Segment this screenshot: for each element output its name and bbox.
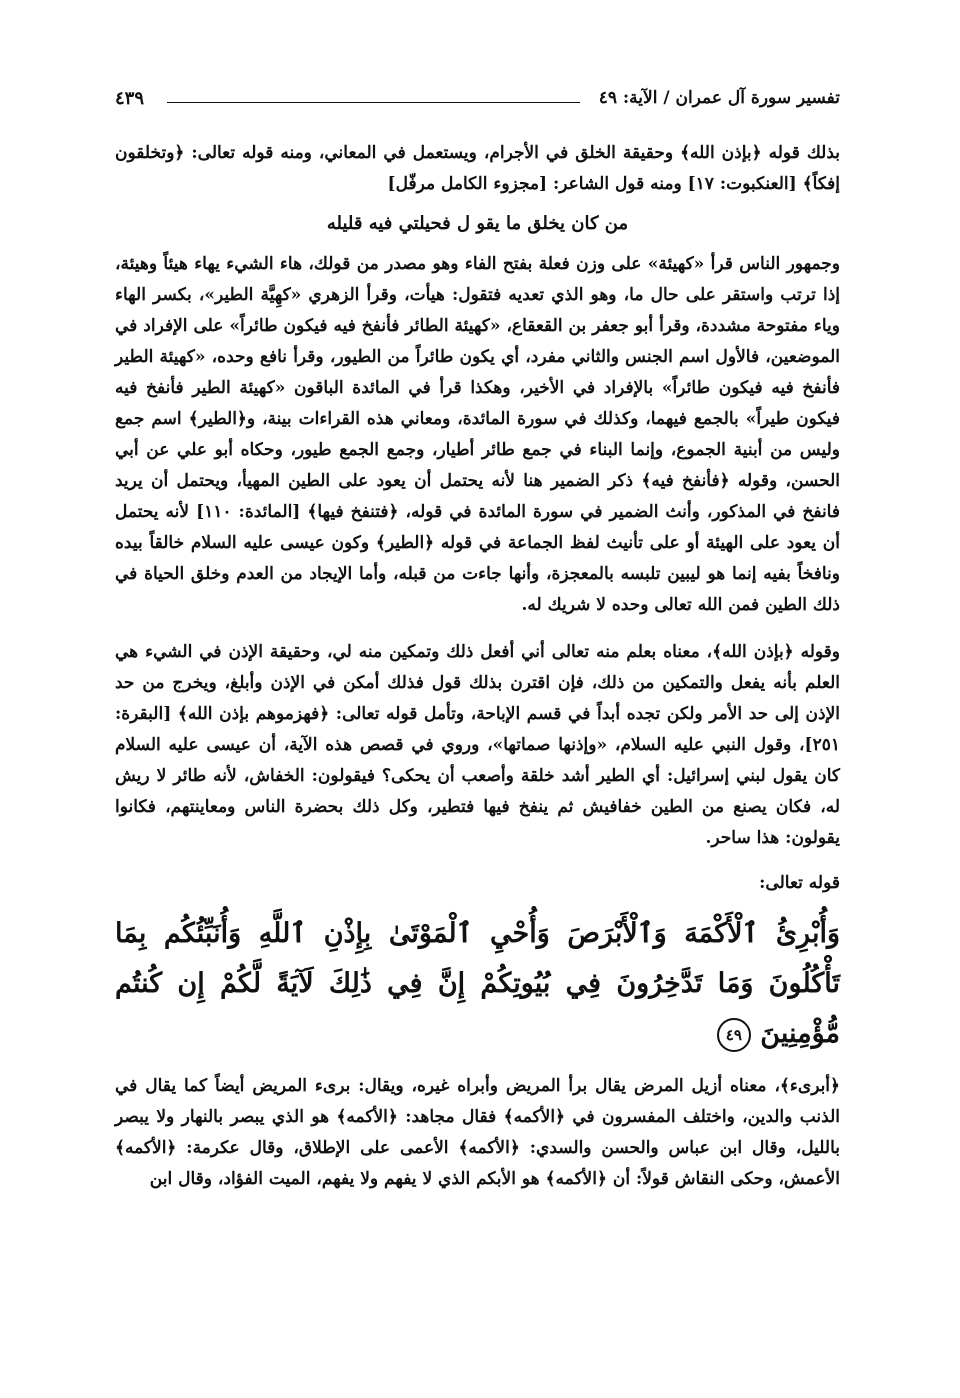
ayah-number-marker: ٤٩ xyxy=(717,1018,751,1052)
paragraph-4: ﴿أبرىء﴾، معناه أزيل المرض يقال برأ المريض وأبراه غيره، ويقال: برىء المريض أيضاً كما يقال في الذنب والدين، واختلف المفسرون في ﴿الأكمه﴾ فقال مجاهد: ﴿الأكمه﴾ هو الذي يبصر بالنهار ولا يبصر بالليل، وقال ابن عباس والحسن والسدي: ﴿الأكمه﴾ الأعمى على الإطلاق، وقال عكرمة: ﴿الأكمه﴾ الأعمش، وحكى النقاش قولاً: أن ﴿الأكمه﴾ هو الأبكم الذي لا يفهم ولا يفهم، الميت الفؤاد، وقال ابن xyxy=(115,1076,840,1189)
paragraph-2: وجمهور الناس قرأ «كهيئة» على وزن فعلة بفتح الفاء وهو مصدر من قولك، هاء الشيء يهاء هيئاً وهيئة، إذا ترتب واستقر على حال ما، وهو الذي تعديه فتقول: هيأت، وقرأ الزهري «كهِيَّة الطير»، بكسر الهاء وياء مفتوحة مشددة، وقرأ أبو جعفر بن القعقاع، «كهيئة الطائر فأنفخ فيه فيكون طائراً» على الإفراد في الموضعين، فالأول اسم الجنس والثاني مفرد، أي يكون طائراً من الطيور، وقرأ نافع وحده، «كهيئة الطير فأنفخ فيه فيكون طائراً» بالإفراد في الأخير، وهكذا قرأ في المائدة الباقون «كهيئة الطير فأنفخ فيه فيكون طيراً» بالجمع فيهما، وكذلك في سورة المائدة، ومعاني هذه القراءات بينة، و﴿الطير﴾ اسم جمع وليس من أبنية الجموع، وإنما البناء في جمع طائر أطيار، وجمع الجمع طيور، وحكاه أبو علي عن أبي الحسن، وقوله ﴿فأنفخ فيه﴾ ذكر الضمير هنا لأنه يحتمل أن يعود على الطين المهيأ، ويحتمل أن يريد فانفخ في المذكور، وأنث الضمير في سورة المائدة في قوله، ﴿فتنفخ فيها﴾ [المائدة: ١١٠] لأنه يحتمل أن يعود على الهيئة أو على تأنيث لفظ الجماعة في قوله ﴿الطير﴾ وكون عيسى عليه السلام خالقاً بيده ونافخاً بفيه إنما هو ليبين تلبسه بالمعجزة، وأنها جاءت من قبله، وأما الإيجاد من العدم وخلق الحياة في ذلك الطين فمن الله تعالى وحده لا شريك له. xyxy=(115,254,840,615)
paragraph-3: وقوله ﴿بإذن الله﴾، معناه بعلم منه تعالى أني أفعل ذلك وتمكين منه لي، وحقيقة الإذن في الشيء هي العلم بأنه يفعل والتمكين من ذلك، فإن اقترن بذلك قول فذلك أمكن في الإذن وأبلغ، ويخرج من حد الإذن إلى حد الأمر ولكن تجده أبداً في قسم الإباحة، وتأمل قوله تعالى: ﴿فهزموهم بإذن الله﴾ [البقرة: ٢٥١]، وقول النبي عليه السلام، «وإذنها صماتها»، وروي في قصص هذه الآية، أن عيسى عليه السلام كان يقول لبني إسرائيل: أي الطير أشد خلقة وأصعب أن يحكى؟ فيقولون: الخفاش، لأنه طائر لا ريش له، فكان يصنع من الطين خفافيش ثم ينفخ فيها فتطير، وكل ذلك بحضرة الناس ومعاينتهم، فكانوا يقولون: هذا ساحر. xyxy=(115,642,840,848)
poetry-verse: من كان يخلق ما يقو ل فحيلتي فيه قليله xyxy=(326,213,629,234)
running-title: تفسير سورة آل عمران / الآية: ٤٩ xyxy=(598,88,840,108)
quran-verse xyxy=(115,909,840,1059)
verse-intro: قوله تعالى: xyxy=(759,873,840,893)
page-header xyxy=(115,88,840,118)
page-body xyxy=(115,138,840,1195)
quran-verse-text: وَأُبْرِئُ ٱلْأَكْمَهَ وَٱلْأَبْرَصَ وَأُحْيِ ٱلْمَوْتَىٰ بِإِذْنِ ٱللَّهِ وَأُنَبِّئُكُم بِمَا تَأْكُلُونَ وَمَا تَدَّخِرُونَ فِي بُيُوتِكُمْ إِنَّ فِي ذَٰلِكَ لَآيَةً لَّكُمْ إِن كُنتُم مُّؤْمِنِينَ xyxy=(115,918,840,1049)
page-number: ٤٣٩ xyxy=(115,88,145,109)
header-rule xyxy=(167,102,580,103)
paragraph-1: بذلك قوله ﴿بإذن الله﴾ وحقيقة الخلق في الأجرام، ويستعمل في المعاني، ومنه قوله تعالى: ﴿وتخلقون إفكاً﴾ [العنكبوت: ١٧] ومنه قول الشاعر: [مجزوء الكامل مرفّل] xyxy=(115,143,840,194)
